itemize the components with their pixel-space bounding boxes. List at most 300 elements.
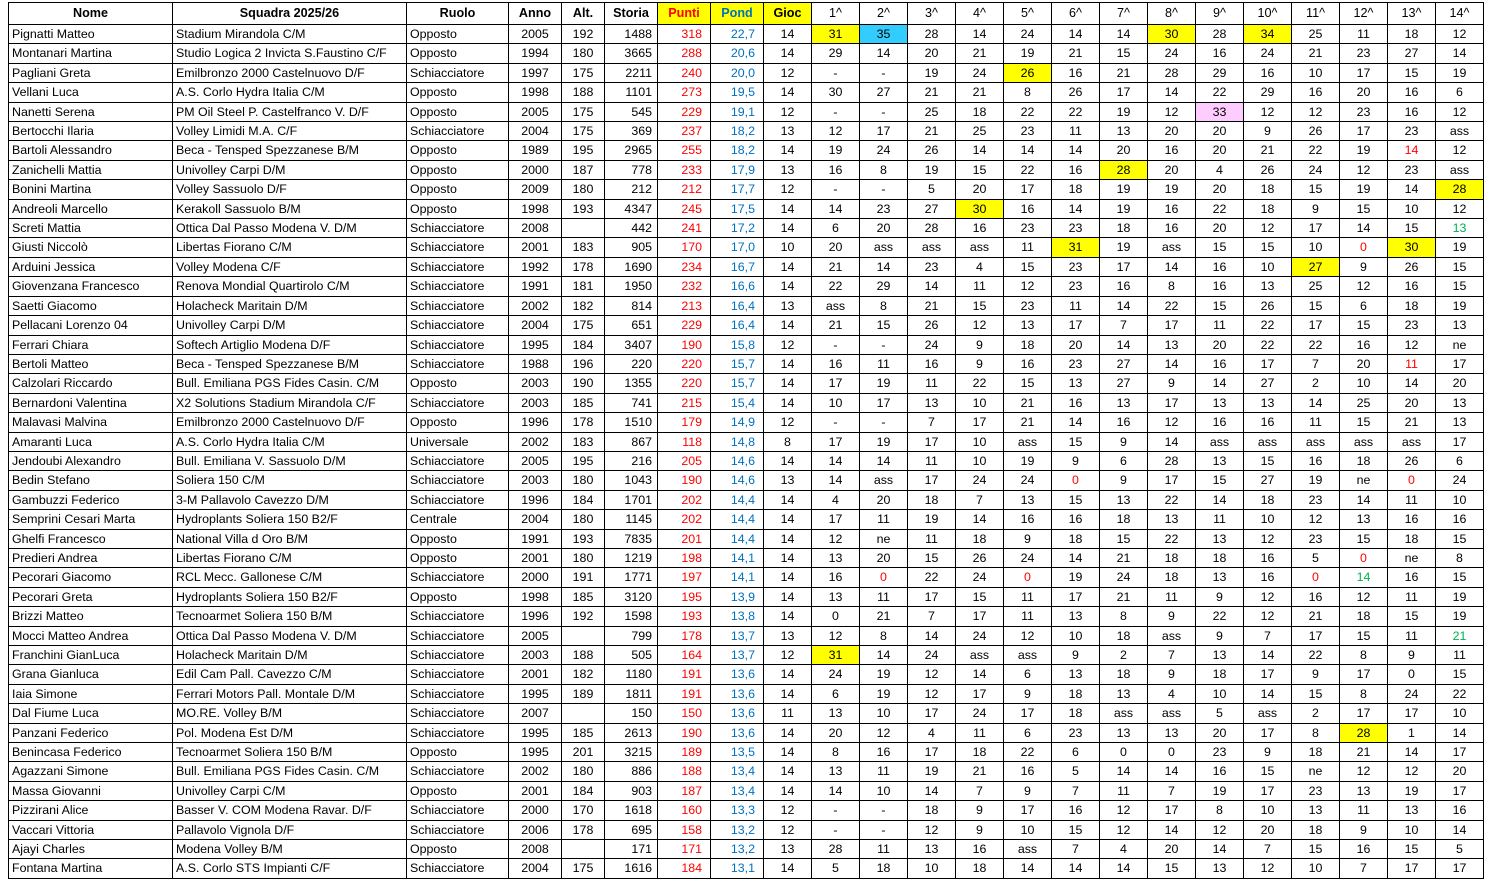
cell-anno: 1988 [509, 354, 562, 373]
cell-giornata-5: 11 [1004, 238, 1052, 257]
cell-ruolo: Opposto [407, 44, 509, 63]
cell-anno: 1996 [509, 490, 562, 509]
cell-giornata-1: 28 [812, 840, 860, 859]
cell-giornata-14: 24 [1436, 471, 1484, 490]
cell-giornata-4: 16 [956, 840, 1004, 859]
column-header-altezza: Alt. [562, 3, 605, 25]
cell-pond: 13,6 [711, 723, 764, 742]
cell-giornata-13: 15 [1388, 840, 1436, 859]
cell-giornata-3: 11 [908, 529, 956, 548]
cell-giornata-10: 17 [1244, 665, 1292, 684]
cell-ruolo: Opposto [407, 102, 509, 121]
cell-squadra: Soliera 150 C/M [173, 471, 407, 490]
cell-storia: 1043 [605, 471, 658, 490]
cell-altezza: 183 [562, 238, 605, 257]
cell-giornata-12: 20 [1340, 83, 1388, 102]
cell-giornata-2: 27 [860, 83, 908, 102]
cell-altezza: 183 [562, 432, 605, 451]
cell-gioc: 12 [764, 801, 812, 820]
cell-altezza: 170 [562, 801, 605, 820]
cell-giornata-13: ne [1388, 548, 1436, 567]
cell-giornata-2: - [860, 820, 908, 839]
cell-giornata-6: 19 [1052, 568, 1100, 587]
cell-giornata-13: 15 [1388, 219, 1436, 238]
cell-giornata-4: 21 [956, 44, 1004, 63]
cell-giornata-9: 22 [1196, 607, 1244, 626]
cell-giornata-14: 12 [1436, 141, 1484, 160]
cell-giornata-7: 28 [1100, 160, 1148, 179]
cell-giornata-6: 22 [1052, 102, 1100, 121]
cell-giornata-12: 16 [1340, 335, 1388, 354]
cell-squadra: Holacheck Maritain D/M [173, 296, 407, 315]
cell-giornata-9: 13 [1196, 568, 1244, 587]
cell-giornata-2: - [860, 102, 908, 121]
cell-punti: 158 [658, 820, 711, 839]
cell-ruolo: Schiacciatore [407, 646, 509, 665]
cell-ruolo: Schiacciatore [407, 626, 509, 645]
cell-giornata-14: ass [1436, 160, 1484, 179]
cell-ruolo: Opposto [407, 840, 509, 859]
cell-storia: 651 [605, 316, 658, 335]
cell-giornata-1: 10 [812, 393, 860, 412]
cell-giornata-14: 15 [1436, 529, 1484, 548]
cell-giornata-4: 10 [956, 432, 1004, 451]
cell-giornata-10: 20 [1244, 820, 1292, 839]
cell-squadra: Univolley Carpi D/M [173, 316, 407, 335]
cell-giornata-10: 9 [1244, 122, 1292, 141]
cell-giornata-5: 17 [1004, 801, 1052, 820]
cell-giornata-4: 15 [956, 296, 1004, 315]
cell-giornata-6: 13 [1052, 665, 1100, 684]
table-row [9, 626, 1484, 645]
cell-giornata-7: 14 [1100, 335, 1148, 354]
cell-anno: 2001 [509, 548, 562, 567]
cell-squadra: Ottica Dal Passo Modena V. D/M [173, 626, 407, 645]
cell-giornata-2: 14 [860, 44, 908, 63]
cell-giornata-4: ass [956, 238, 1004, 257]
cell-giornata-14: 10 [1436, 704, 1484, 723]
cell-giornata-10: 18 [1244, 490, 1292, 509]
cell-giornata-10: 17 [1244, 723, 1292, 742]
cell-giornata-10: 10 [1244, 801, 1292, 820]
cell-giornata-2: 14 [860, 451, 908, 470]
cell-storia: 3215 [605, 743, 658, 762]
cell-pond: 16,4 [711, 296, 764, 315]
cell-giornata-10: 26 [1244, 296, 1292, 315]
cell-giornata-2: 17 [860, 122, 908, 141]
cell-storia: 1771 [605, 568, 658, 587]
cell-punti: 178 [658, 626, 711, 645]
cell-giornata-9: 16 [1196, 354, 1244, 373]
cell-giornata-13: 11 [1388, 354, 1436, 373]
cell-giornata-8: 30 [1148, 25, 1196, 44]
cell-giornata-3: 11 [908, 451, 956, 470]
cell-giornata-12: 8 [1340, 684, 1388, 703]
cell-gioc: 12 [764, 180, 812, 199]
cell-giornata-11: 21 [1292, 44, 1340, 63]
cell-giornata-4: 17 [956, 607, 1004, 626]
cell-gioc: 14 [764, 451, 812, 470]
column-header-giornata-6: 6^ [1052, 3, 1100, 25]
cell-giornata-2: - [860, 801, 908, 820]
cell-giornata-10: 14 [1244, 646, 1292, 665]
cell-giornata-5: 9 [1004, 781, 1052, 800]
cell-giornata-8: 20 [1148, 160, 1196, 179]
cell-anno: 2005 [509, 451, 562, 470]
cell-gioc: 14 [764, 587, 812, 606]
cell-nome: Gambuzzi Federico [9, 490, 173, 509]
cell-altezza: 175 [562, 102, 605, 121]
header-row [9, 3, 1484, 25]
cell-squadra: Bull. Emiliana PGS Fides Casin. C/M [173, 374, 407, 393]
cell-giornata-11: 23 [1292, 490, 1340, 509]
cell-storia: 216 [605, 451, 658, 470]
cell-giornata-12: 12 [1340, 587, 1388, 606]
cell-pond: 14,9 [711, 413, 764, 432]
cell-giornata-2: 12 [860, 723, 908, 742]
cell-giornata-8: 22 [1148, 529, 1196, 548]
cell-storia: 778 [605, 160, 658, 179]
cell-giornata-13: 10 [1388, 199, 1436, 218]
cell-giornata-8: 15 [1148, 859, 1196, 878]
cell-ruolo: Schiacciatore [407, 451, 509, 470]
cell-giornata-10: 16 [1244, 548, 1292, 567]
cell-giornata-9: 13 [1196, 859, 1244, 878]
cell-gioc: 8 [764, 432, 812, 451]
cell-giornata-4: 16 [956, 219, 1004, 238]
cell-giornata-14: 14 [1436, 44, 1484, 63]
cell-storia: 1618 [605, 801, 658, 820]
cell-giornata-1: 17 [812, 432, 860, 451]
cell-gioc: 14 [764, 607, 812, 626]
cell-giornata-3: 19 [908, 160, 956, 179]
cell-giornata-5: 10 [1004, 820, 1052, 839]
cell-storia: 1101 [605, 83, 658, 102]
column-header-giornata-11: 11^ [1292, 3, 1340, 25]
cell-giornata-1: 14 [812, 781, 860, 800]
cell-anno: 1996 [509, 413, 562, 432]
cell-giornata-11: 18 [1292, 743, 1340, 762]
cell-giornata-4: 10 [956, 451, 1004, 470]
cell-squadra: A.S. Corlo STS Impianti C/F [173, 859, 407, 878]
table-row [9, 665, 1484, 684]
cell-giornata-12: 12 [1340, 762, 1388, 781]
cell-pond: 13,7 [711, 646, 764, 665]
cell-giornata-6: 6 [1052, 743, 1100, 762]
cell-giornata-2: 20 [860, 219, 908, 238]
cell-punti: 190 [658, 335, 711, 354]
cell-giornata-6: 0 [1052, 471, 1100, 490]
cell-storia: 1701 [605, 490, 658, 509]
cell-giornata-11: 7 [1292, 354, 1340, 373]
cell-nome: Bartoli Alessandro [9, 141, 173, 160]
cell-squadra: Univolley Carpi C/M [173, 781, 407, 800]
cell-giornata-14: 19 [1436, 607, 1484, 626]
cell-giornata-9: 5 [1196, 704, 1244, 723]
cell-giornata-6: 20 [1052, 335, 1100, 354]
cell-squadra: Emilbronzo 2000 Castelnuovo D/F [173, 413, 407, 432]
cell-pond: 16,6 [711, 277, 764, 296]
table-row [9, 296, 1484, 315]
table-body [9, 25, 1484, 879]
cell-giornata-3: 14 [908, 781, 956, 800]
cell-giornata-3: 26 [908, 141, 956, 160]
cell-giornata-6: 21 [1052, 44, 1100, 63]
cell-gioc: 12 [764, 820, 812, 839]
cell-punti: 205 [658, 451, 711, 470]
cell-giornata-5: 11 [1004, 607, 1052, 626]
cell-giornata-7: 27 [1100, 374, 1148, 393]
cell-anno: 1997 [509, 63, 562, 82]
cell-giornata-3: 19 [908, 762, 956, 781]
cell-gioc: 14 [764, 199, 812, 218]
cell-giornata-7: 14 [1100, 859, 1148, 878]
cell-giornata-5: 23 [1004, 296, 1052, 315]
cell-squadra: MO.RE. Volley B/M [173, 704, 407, 723]
cell-giornata-4: 24 [956, 568, 1004, 587]
cell-storia: 2613 [605, 723, 658, 742]
cell-giornata-10: 15 [1244, 762, 1292, 781]
cell-pond: 20,0 [711, 63, 764, 82]
cell-anno: 1995 [509, 743, 562, 762]
table-row [9, 840, 1484, 859]
cell-punti: 188 [658, 762, 711, 781]
cell-giornata-4: 7 [956, 490, 1004, 509]
cell-punti: 150 [658, 704, 711, 723]
cell-giornata-1: 13 [812, 587, 860, 606]
cell-giornata-12: 20 [1340, 354, 1388, 373]
cell-giornata-4: 26 [956, 548, 1004, 567]
cell-giornata-2: 11 [860, 587, 908, 606]
cell-ruolo: Schiacciatore [407, 820, 509, 839]
cell-nome: Calzolari Riccardo [9, 374, 173, 393]
cell-punti: 241 [658, 219, 711, 238]
cell-anno: 2002 [509, 432, 562, 451]
cell-anno: 2003 [509, 393, 562, 412]
cell-ruolo: Opposto [407, 83, 509, 102]
cell-anno: 1991 [509, 277, 562, 296]
cell-giornata-3: 27 [908, 199, 956, 218]
cell-giornata-5: 24 [1004, 471, 1052, 490]
cell-giornata-13: 16 [1388, 568, 1436, 587]
cell-giornata-14: ass [1436, 122, 1484, 141]
cell-giornata-5: 19 [1004, 451, 1052, 470]
cell-anno: 1996 [509, 607, 562, 626]
cell-giornata-2: 29 [860, 277, 908, 296]
cell-altezza: 193 [562, 199, 605, 218]
cell-giornata-7: 27 [1100, 354, 1148, 373]
cell-ruolo: Opposto [407, 587, 509, 606]
cell-giornata-8: 9 [1148, 665, 1196, 684]
cell-giornata-8: 14 [1148, 83, 1196, 102]
cell-punti: 213 [658, 296, 711, 315]
cell-punti: 220 [658, 374, 711, 393]
cell-storia: 886 [605, 762, 658, 781]
cell-giornata-9: 20 [1196, 723, 1244, 742]
cell-giornata-14: 12 [1436, 25, 1484, 44]
cell-giornata-7: 19 [1100, 199, 1148, 218]
cell-giornata-1: 30 [812, 83, 860, 102]
cell-giornata-12: ne [1340, 471, 1388, 490]
cell-giornata-14: 13 [1436, 393, 1484, 412]
cell-giornata-5: 15 [1004, 374, 1052, 393]
cell-gioc: 14 [764, 490, 812, 509]
column-header-giornata-4: 4^ [956, 3, 1004, 25]
cell-giornata-13: 19 [1388, 781, 1436, 800]
cell-squadra: Stadium Mirandola C/M [173, 25, 407, 44]
cell-gioc: 10 [764, 238, 812, 257]
cell-punti: 201 [658, 529, 711, 548]
cell-giornata-9: 16 [1196, 277, 1244, 296]
cell-giornata-3: 25 [908, 102, 956, 121]
cell-giornata-3: 14 [908, 626, 956, 645]
cell-giornata-10: 13 [1244, 277, 1292, 296]
cell-nome: Bertocchi Ilaria [9, 122, 173, 141]
cell-anno: 2004 [509, 859, 562, 878]
cell-squadra: Softech Artiglio Modena D/F [173, 335, 407, 354]
cell-nome: Massa Giovanni [9, 781, 173, 800]
cell-ruolo: Opposto [407, 548, 509, 567]
cell-punti: 197 [658, 568, 711, 587]
cell-giornata-10: 27 [1244, 374, 1292, 393]
cell-punti: 212 [658, 180, 711, 199]
cell-giornata-14: 20 [1436, 374, 1484, 393]
cell-giornata-6: 14 [1052, 548, 1100, 567]
cell-giornata-12: 15 [1340, 316, 1388, 335]
cell-giornata-12: 6 [1340, 296, 1388, 315]
column-header-storia: Storia [605, 3, 658, 25]
cell-squadra: Holacheck Maritain D/M [173, 646, 407, 665]
cell-giornata-7: 12 [1100, 801, 1148, 820]
cell-altezza: 196 [562, 354, 605, 373]
cell-anno: 1991 [509, 529, 562, 548]
cell-giornata-2: ass [860, 238, 908, 257]
table-row [9, 568, 1484, 587]
cell-anno: 1995 [509, 723, 562, 742]
cell-giornata-11: 23 [1292, 781, 1340, 800]
cell-giornata-10: 12 [1244, 529, 1292, 548]
cell-altezza: 195 [562, 451, 605, 470]
cell-giornata-1: 31 [812, 646, 860, 665]
cell-giornata-9: 22 [1196, 199, 1244, 218]
cell-giornata-3: 12 [908, 684, 956, 703]
cell-giornata-12: 19 [1340, 180, 1388, 199]
cell-squadra: Beca - Tensped Spezzanese B/M [173, 354, 407, 373]
cell-gioc: 14 [764, 354, 812, 373]
cell-giornata-6: 16 [1052, 510, 1100, 529]
cell-giornata-1: 4 [812, 490, 860, 509]
cell-giornata-10: 9 [1244, 743, 1292, 762]
cell-giornata-14: 13 [1436, 316, 1484, 335]
cell-giornata-5: 15 [1004, 257, 1052, 276]
cell-giornata-12: 9 [1340, 257, 1388, 276]
column-header-giornata-14: 14^ [1436, 3, 1484, 25]
cell-giornata-14: 15 [1436, 665, 1484, 684]
cell-punti: 229 [658, 102, 711, 121]
cell-giornata-4: 9 [956, 354, 1004, 373]
cell-giornata-11: 16 [1292, 451, 1340, 470]
cell-giornata-14: 19 [1436, 238, 1484, 257]
cell-giornata-3: 17 [908, 587, 956, 606]
cell-gioc: 13 [764, 471, 812, 490]
cell-gioc: 14 [764, 568, 812, 587]
cell-giornata-3: 24 [908, 335, 956, 354]
cell-giornata-3: 28 [908, 219, 956, 238]
cell-giornata-7: 17 [1100, 257, 1148, 276]
cell-gioc: 14 [764, 548, 812, 567]
cell-giornata-12: 12 [1340, 277, 1388, 296]
cell-giornata-12: 8 [1340, 646, 1388, 665]
cell-giornata-14: 28 [1436, 180, 1484, 199]
cell-giornata-11: 16 [1292, 83, 1340, 102]
cell-giornata-14: 21 [1436, 626, 1484, 645]
cell-giornata-4: 21 [956, 762, 1004, 781]
cell-altezza: 184 [562, 781, 605, 800]
cell-gioc: 14 [764, 529, 812, 548]
cell-punti: 240 [658, 63, 711, 82]
cell-giornata-7: ass [1100, 704, 1148, 723]
table-row [9, 704, 1484, 723]
cell-giornata-10: 12 [1244, 102, 1292, 121]
cell-giornata-3: 13 [908, 840, 956, 859]
cell-giornata-1: 16 [812, 354, 860, 373]
cell-giornata-11: 10 [1292, 63, 1340, 82]
cell-squadra: Volley Sassuolo D/F [173, 180, 407, 199]
cell-giornata-7: 21 [1100, 548, 1148, 567]
cell-storia: 1488 [605, 25, 658, 44]
cell-anno: 2002 [509, 296, 562, 315]
column-header-giornata-9: 9^ [1196, 3, 1244, 25]
cell-pond: 13,8 [711, 607, 764, 626]
cell-pond: 13,3 [711, 801, 764, 820]
cell-squadra: Emilbronzo 2000 Castelnuovo D/F [173, 63, 407, 82]
cell-punti: 215 [658, 393, 711, 412]
cell-giornata-2: 18 [860, 859, 908, 878]
cell-storia: 7835 [605, 529, 658, 548]
cell-anno: 1998 [509, 199, 562, 218]
cell-giornata-11: 10 [1292, 238, 1340, 257]
cell-giornata-13: 24 [1388, 684, 1436, 703]
cell-giornata-1: 17 [812, 510, 860, 529]
cell-nome: Bedin Stefano [9, 471, 173, 490]
cell-giornata-12: 14 [1340, 568, 1388, 587]
cell-giornata-11: ne [1292, 762, 1340, 781]
cell-giornata-10: 17 [1244, 781, 1292, 800]
cell-pond: 14,6 [711, 471, 764, 490]
column-header-giornata-7: 7^ [1100, 3, 1148, 25]
cell-giornata-11: 2 [1292, 374, 1340, 393]
cell-giornata-4: 12 [956, 316, 1004, 335]
cell-gioc: 14 [764, 316, 812, 335]
cell-giornata-7: 7 [1100, 316, 1148, 335]
cell-storia: 3665 [605, 44, 658, 63]
cell-punti: 191 [658, 665, 711, 684]
table-row [9, 510, 1484, 529]
cell-giornata-9: 16 [1196, 762, 1244, 781]
cell-gioc: 13 [764, 122, 812, 141]
cell-pond: 13,1 [711, 859, 764, 878]
cell-giornata-1: 29 [812, 44, 860, 63]
cell-giornata-10: 24 [1244, 44, 1292, 63]
cell-nome: Vaccari Vittoria [9, 820, 173, 839]
cell-giornata-11: 22 [1292, 141, 1340, 160]
cell-giornata-3: 11 [908, 374, 956, 393]
cell-altezza [562, 626, 605, 645]
cell-giornata-10: ass [1244, 704, 1292, 723]
cell-nome: Ajayi Charles [9, 840, 173, 859]
cell-giornata-14: 6 [1436, 451, 1484, 470]
cell-nome: Predieri Andrea [9, 548, 173, 567]
